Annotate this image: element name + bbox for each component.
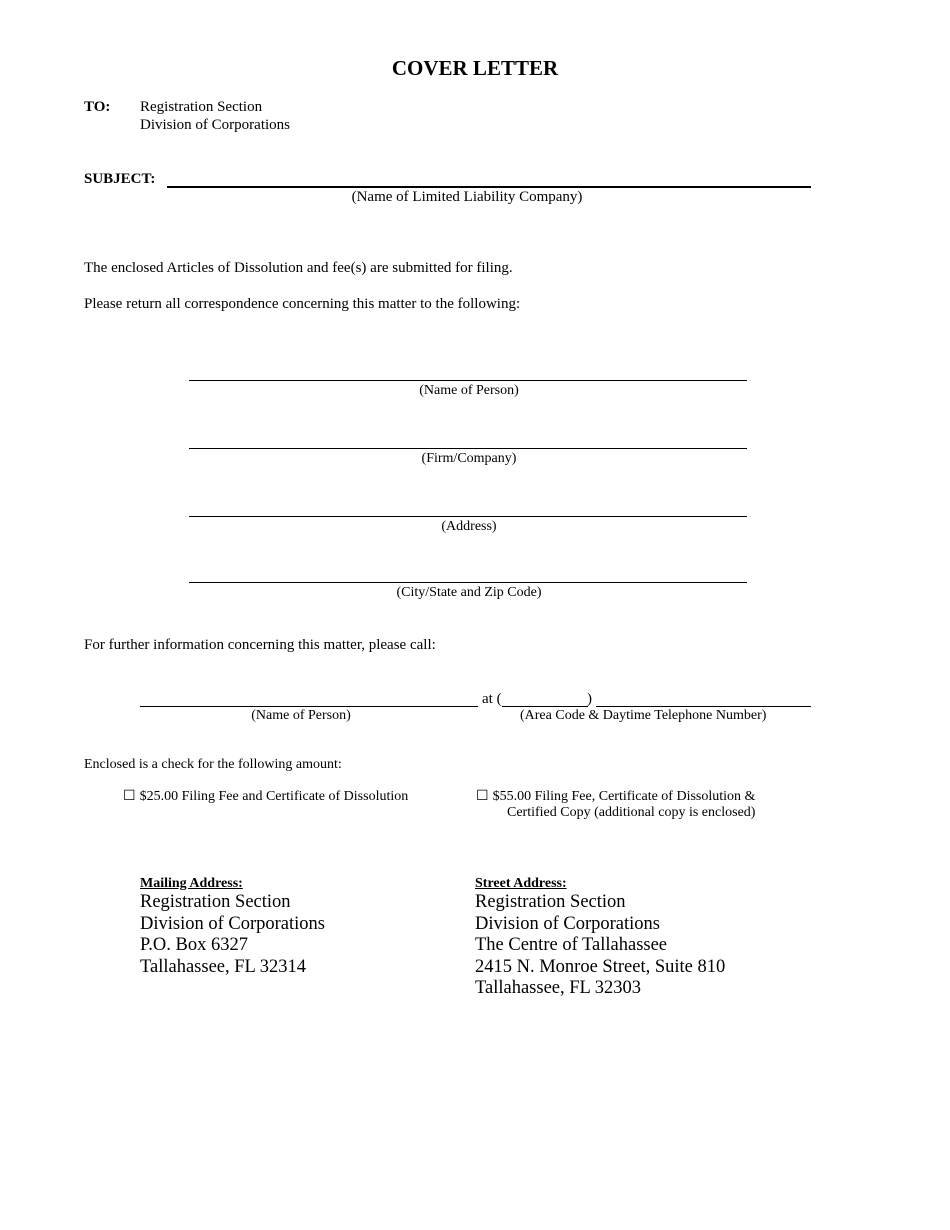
street-line: The Centre of Tallahassee [475,935,668,955]
subject-input-line[interactable] [167,186,811,188]
option-25-row[interactable] [123,787,408,805]
checkbox-25[interactable]: ☐ [123,788,136,804]
return-firm-line[interactable] [189,448,747,449]
street-address [475,892,725,1000]
return-address-line[interactable] [189,516,747,517]
street-line: Registration Section [475,892,626,912]
area-code-line[interactable] [502,706,588,707]
street-heading: Street Address: [475,876,567,891]
return-firm-caption: (Firm/Company) [421,451,517,466]
subject-label: SUBJECT: [84,171,156,187]
phone-number-caption: (Area Code & Daytime Telephone Number) [520,708,767,723]
mailing-line: Registration Section [140,892,291,912]
body-paragraph-2: Please return all correspondence concerning this matter to the following: [84,296,521,312]
to-line-2: Division of Corporations [140,117,290,133]
return-name-caption: (Name of Person) [419,383,519,398]
mailing-line: Division of Corporations [140,913,325,934]
mailing-heading: Mailing Address: [140,876,243,891]
option-25-label: $25.00 Filing Fee and Certificate of Dissolution [139,789,409,804]
option-55-label-1: $55.00 Filing Fee, Certificate of Dissolution & [492,789,756,804]
return-address-caption: (Address) [441,519,497,534]
body-paragraph-1: The enclosed Articles of Dissolution and fee(s) are submitted for filing. [84,260,513,276]
to-line-1: Registration Section [140,99,263,115]
mailing-line: P.O. Box 6327 [140,935,248,955]
option-55-row[interactable] [476,787,755,805]
phone-name-caption: (Name of Person) [251,708,351,723]
check-intro: Enclosed is a check for the following amount: [84,757,342,772]
checkbox-55[interactable]: ☐ [476,788,489,804]
street-line: Division of Corporations [475,913,660,934]
return-name-line[interactable] [189,380,747,381]
phone-at-text: at ( [482,691,502,707]
phone-number-line[interactable] [596,706,811,707]
option-55-label-2: Certified Copy (additional copy is enclosed) [507,805,756,820]
return-city-caption: (City/State and Zip Code) [396,585,542,600]
phone-name-line[interactable] [140,706,478,707]
street-line: Tallahassee, FL 32303 [475,978,642,998]
mailing-line: Tallahassee, FL 32314 [140,956,307,977]
mailing-address [140,892,325,978]
page-title: COVER LETTER [391,56,559,80]
phone-intro: For further information concerning this matter, please call: [84,637,436,653]
phone-close-paren: ) [587,691,592,707]
street-line: 2415 N. Monroe Street, Suite 810 [475,956,726,977]
subject-caption: (Name of Limited Liability Company) [351,189,583,205]
to-label: TO: [84,99,111,115]
return-city-line[interactable] [189,582,747,583]
